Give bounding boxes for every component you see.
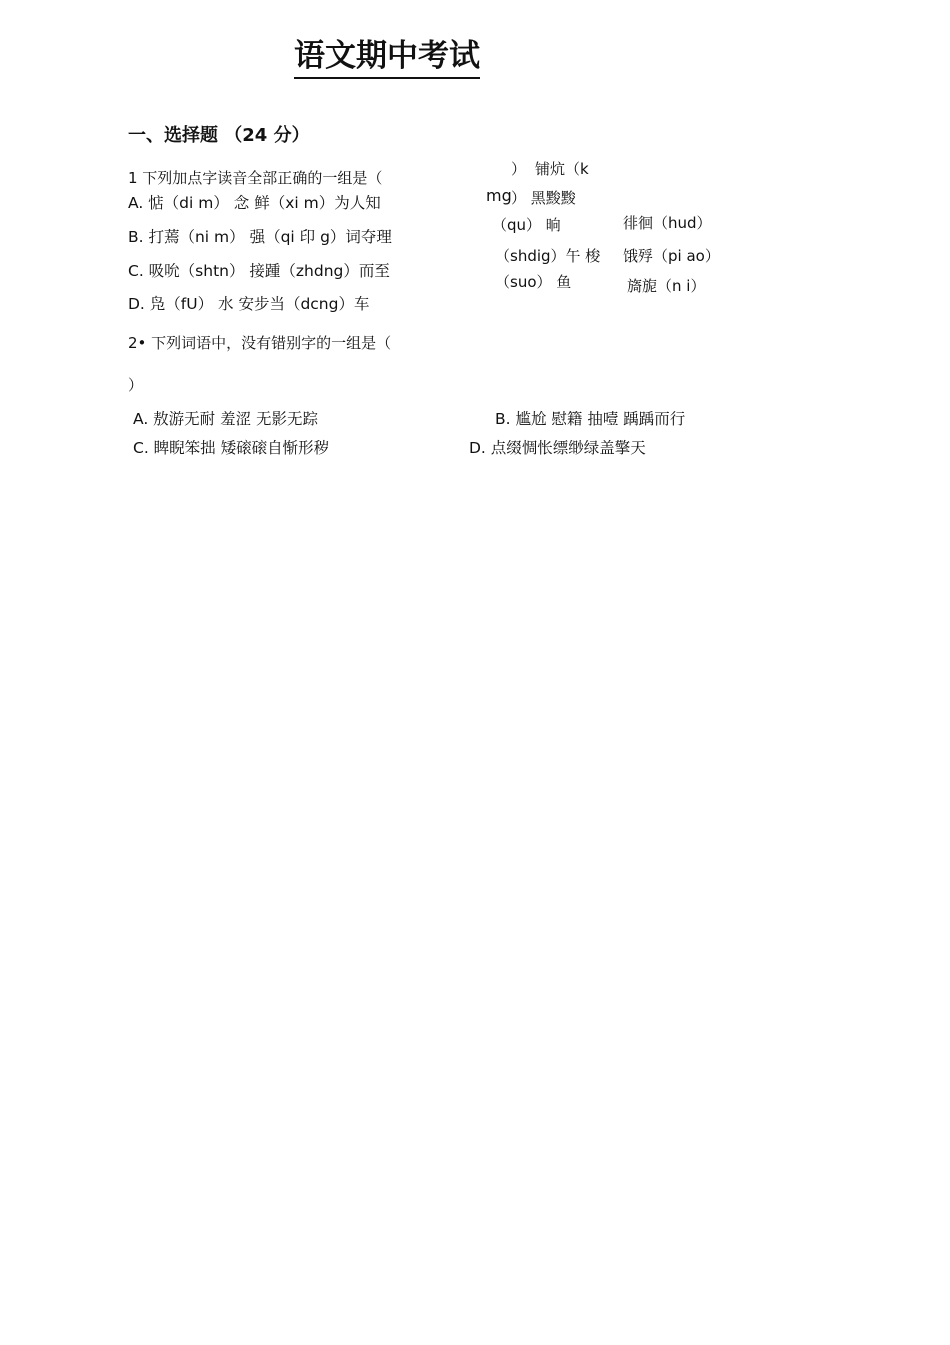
q1-option-c-fragment-1: （shdig）午 梭 — [495, 247, 601, 265]
q2-option-d: D. 点缀惆怅缥缈绿盖擎天 — [469, 439, 646, 457]
q2-option-b: B. 尴尬 慰籍 抽噎 踽踽而行 — [495, 410, 686, 428]
section-heading: 一、选择题 （24 分） — [128, 125, 310, 146]
q1-option-b-fragment-2: 徘徊（hud） — [623, 214, 712, 232]
q1-option-b-fragment-1: （qu） 晌 — [492, 216, 561, 234]
q1-option-a-fragment: ） 黑黢黢 — [511, 189, 576, 207]
q2-stem: 2• 下列词语中，没有错别字的一组是（ — [128, 334, 392, 352]
q1-fragment-mg: mg — [486, 186, 512, 205]
exam-title: 语文期中考试 — [294, 38, 480, 79]
q1-option-c-fragment-2: 饿殍（pi ao） — [623, 247, 720, 265]
q1-option-d-fragment-2: 旖旎（n i） — [627, 277, 706, 295]
q1-stem: 1 下列加点字读音全部正确的一组是（ — [128, 169, 383, 187]
q1-stem-close: ） — [511, 160, 527, 178]
q2-option-a: A. 敖游无耐 羞涩 无影无踪 — [133, 410, 319, 428]
q1-option-c: C. 吸吮（shtn） 接踵（zhdng）而至 — [128, 262, 390, 280]
q2-option-c: C. 睥睨笨拙 矮磙磙自惭形秽 — [133, 439, 330, 457]
q1-option-b: B. 打蔫（ni m） 强（qi 印 g）词夺理 — [128, 228, 392, 246]
q1-option-d-fragment-1: （suo） 鱼 — [495, 273, 572, 291]
q2-stem-close: ） — [128, 376, 144, 394]
q1-option-a: A. 惦（di m） 念 鲜（xi m）为人知 — [128, 194, 381, 212]
q1-stem-trail: 铺炕（k — [535, 160, 589, 178]
q1-option-d: D. 凫（fU） 水 安步当（dcng）车 — [128, 295, 370, 313]
